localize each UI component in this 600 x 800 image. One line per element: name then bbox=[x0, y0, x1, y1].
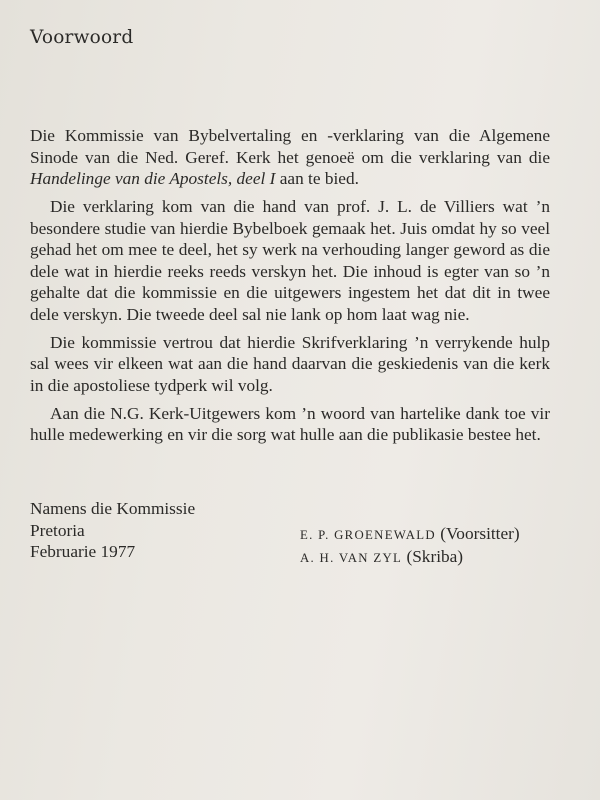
signature-block-left bbox=[30, 498, 195, 563]
signature-block-right bbox=[300, 523, 520, 569]
signer-2 bbox=[300, 546, 520, 569]
paragraph-1-start: Die Kommissie van Bybelvertaling en -verklaring van die Algemene Sinode van die Ned. Geref. Kerk het genoeë om die verklaring van die bbox=[30, 126, 550, 167]
page-title: Voorwoord bbox=[30, 27, 134, 48]
book-title-italic: Handelinge van die Apostels, deel I bbox=[30, 169, 276, 188]
place-line: Pretoria bbox=[30, 520, 85, 540]
date-line: Februarie 1977 bbox=[30, 542, 136, 561]
paragraph-3: Die kommissie vertrou dat hierdie Skrifverklaring ’n verrykende hulp sal wees vir elkeen wat aan die hand daarvan die geskiedenis van die kerk in die apostoliese tydperk wil volg. bbox=[30, 332, 550, 395]
signer-2-role: (Skriba) bbox=[406, 547, 464, 566]
paragraph-2: Die verklaring kom van die hand van prof. J. L. de Villiers wat ’n besondere studie van hierdie Bybelboek gemaak het. Juis omdat hy so veel gehad het om mee te deel, het sy werk na verhouding langer geword as die dele wat in hierdie reeks reeds verskyn het. Die inhoud is egter van so ’n gehalte dat die kommissie en die uitgewers ingestem het dat dit in twee dele verskyn. Die tweede deel sal nie lank op hom laat wag nie. bbox=[30, 197, 550, 324]
signer-2-name: A. H. VAN ZYL bbox=[300, 551, 403, 565]
paragraph-1 bbox=[30, 125, 550, 190]
on-behalf-line: Namens die Kommissie bbox=[30, 499, 196, 518]
signer-1 bbox=[300, 523, 520, 546]
foreword-body bbox=[30, 125, 550, 452]
paragraph-4: Aan die N.G. Kerk-Uitgewers kom ’n woord van hartelike dank toe vir hulle medewerking en vir die sorg wat hulle aan die publikasie bestee het. bbox=[30, 403, 550, 444]
signer-1-role: (Voorsitter) bbox=[440, 524, 520, 543]
paragraph-1-end: aan te bied. bbox=[279, 169, 359, 188]
signer-1-name: E. P. GROENEWALD bbox=[300, 528, 436, 542]
